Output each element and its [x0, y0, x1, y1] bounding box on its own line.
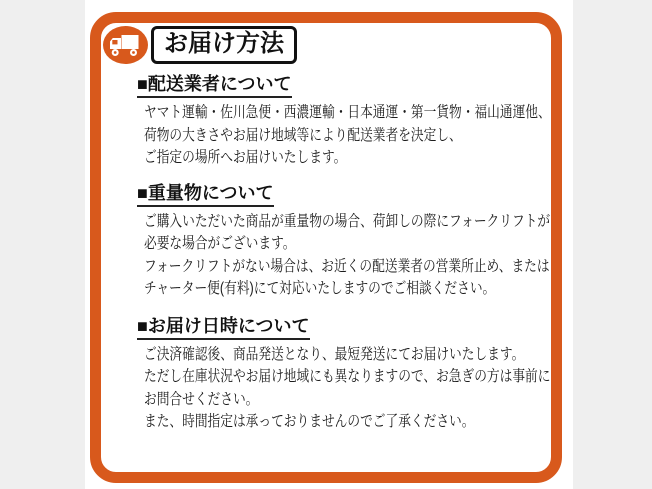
panel-header [103, 26, 551, 64]
text-line: また、時間指定は承っておりませんのでご了承ください。 [144, 413, 475, 430]
section-delivery-datetime-body [144, 344, 551, 434]
delivery-notice-image [85, 0, 573, 489]
section-heavy-items-heading: ■重量物について [137, 183, 274, 207]
text-line: 必要な場合がございます。 [144, 235, 296, 252]
text-line: チャーター便(有料)にて対応いたしますのでご相談ください。 [144, 280, 496, 297]
section-heavy-items [137, 183, 551, 301]
section-carriers-heading: ■配送業者について [137, 74, 292, 98]
text-line: ご指定の場所へお届けいたします。 [144, 149, 347, 166]
text-line: ご決済確認後、商品発送となり、最短発送にてお届けいたします。 [144, 345, 525, 363]
truck-icon [103, 26, 148, 64]
text-line: ただし在庫状況やお届け地域にも異なりますので、お急ぎの方は事前に [144, 368, 551, 385]
section-delivery-datetime [137, 316, 551, 434]
section-delivery-datetime-heading: ■お届け日時について [137, 316, 310, 340]
section-carriers-body [144, 102, 551, 170]
delivery-info-panel [90, 12, 562, 483]
text-line: お問合せください。 [144, 390, 259, 408]
text-line: フォークリフトがない場合は、お近くの配送業者の営業所止め、または [144, 257, 550, 275]
page-title: お届け方法 [151, 26, 297, 64]
sections-container [137, 74, 551, 434]
text-line: ヤマト運輸・佐川急便・西濃運輸・日本通運・第一貨物・福山通運他、 [144, 104, 551, 121]
text-line: ご購入いただいた商品が重量物の場合、荷卸しの際にフォークリフトが [144, 212, 551, 230]
text-line: 荷物の大きさやお届け地域等により配送業者を決定し、 [144, 126, 462, 144]
section-carriers [137, 74, 551, 170]
section-heavy-items-body [144, 211, 551, 301]
